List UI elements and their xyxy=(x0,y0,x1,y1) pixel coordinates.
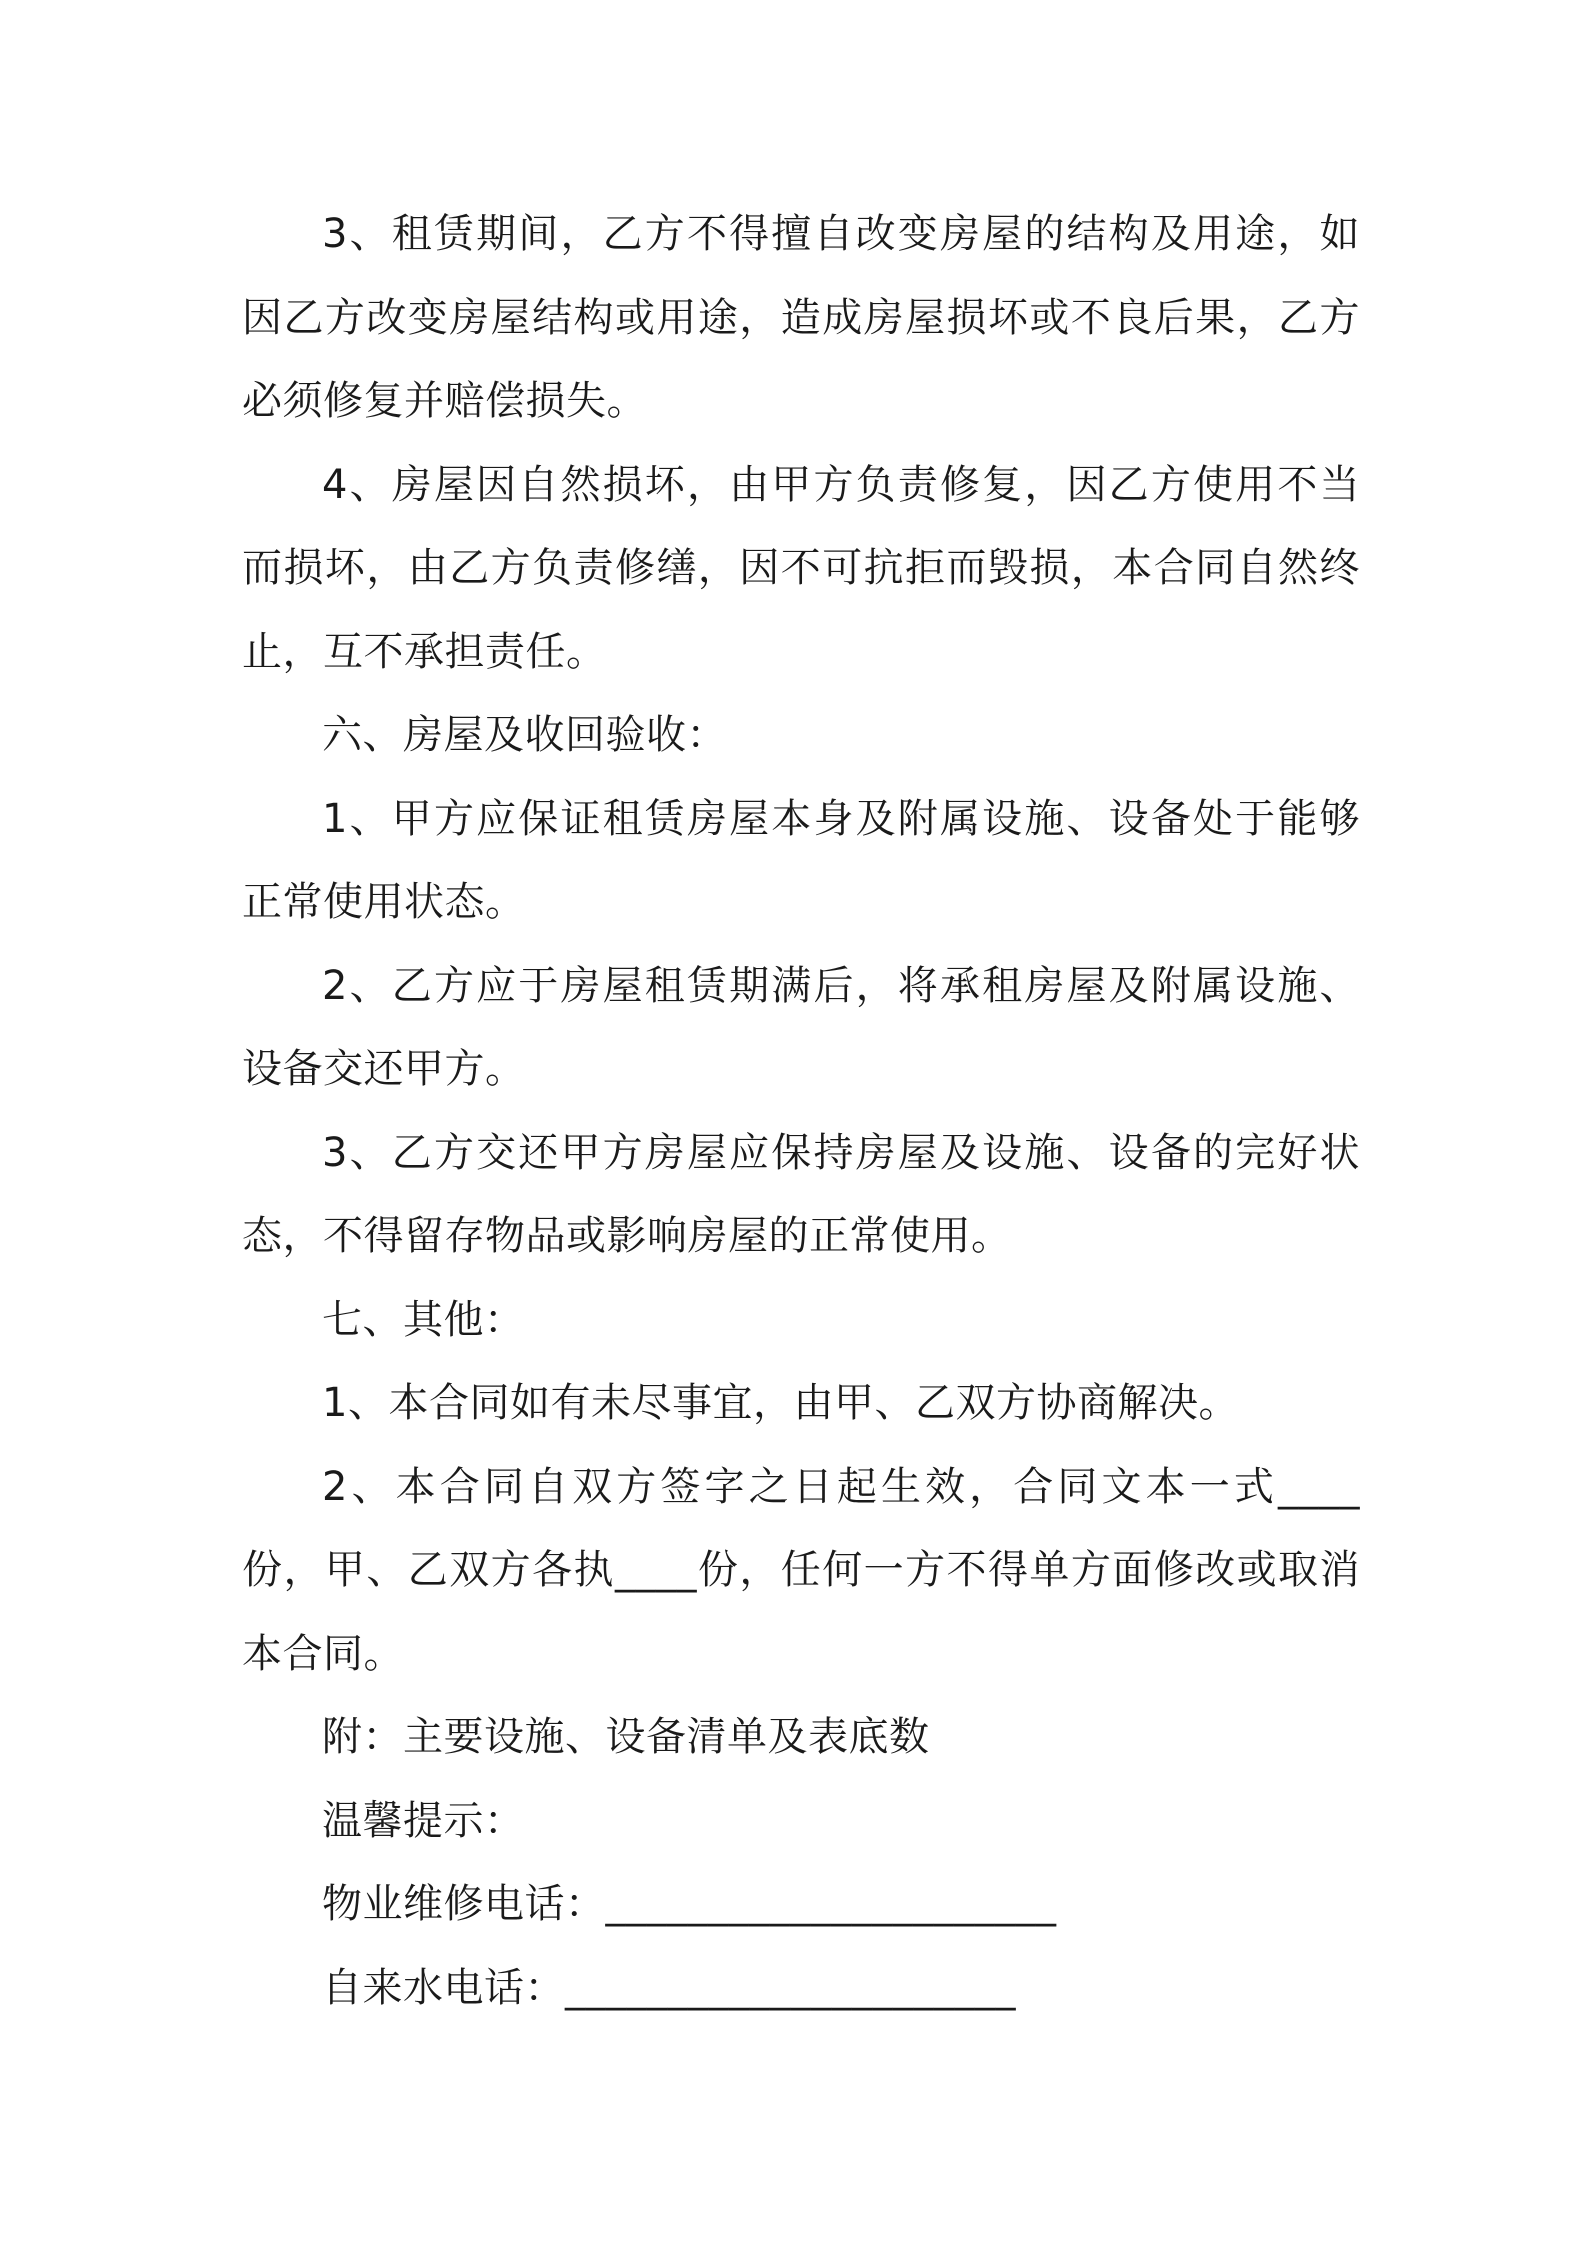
section-7-heading: 七、其他： xyxy=(322,1296,525,1343)
property-repair-phone-line: 物业维修电话：______________________ xyxy=(322,1881,1057,1927)
section-6-clause-3: 3、乙方交还甲方房屋应保持房屋及设施、设备的完好状态，不得留存物品或影响房屋的正常使用。 xyxy=(242,1129,1360,1259)
tips-heading: 温馨提示： xyxy=(322,1797,525,1844)
section-6-heading: 六、房屋及收回验收： xyxy=(322,712,727,758)
attachment-note: 附：主要设施、设备清单及表底数 xyxy=(322,1714,930,1760)
section-7-clause-2: 2、本合同自双方签字之日起生效，合同文本一式____份，甲、乙双方各执____份，任何一方不得单方面修改或取消本合同。 xyxy=(242,1463,1360,1677)
section-6-clause-1: 1、甲方应保证租赁房屋本身及附属设施、设备处于能够正常使用状态。 xyxy=(242,795,1360,925)
water-phone-line: 自来水电话：______________________ xyxy=(322,1964,1016,2011)
clause-4-damage-repair: 4、房屋因自然损坏，由甲方负责修复，因乙方使用不当而损坏，由乙方负责修缮，因不可抗拒而毁损，本合同自然终止，互不承担责任。 xyxy=(242,461,1360,675)
section-6-clause-2: 2、乙方应于房屋租赁期满后，将承租房屋及附属设施、设备交还甲方。 xyxy=(242,962,1360,1092)
clause-3-lease-alteration: 3、租赁期间，乙方不得擅自改变房屋的结构及用途，如因乙方改变房屋结构或用途，造成房屋损坏或不良后果，乙方必须修复并赔偿损失。 xyxy=(242,211,1360,424)
section-7-clause-1: 1、本合同如有未尽事宜，由甲、乙双方协商解决。 xyxy=(322,1380,1239,1426)
